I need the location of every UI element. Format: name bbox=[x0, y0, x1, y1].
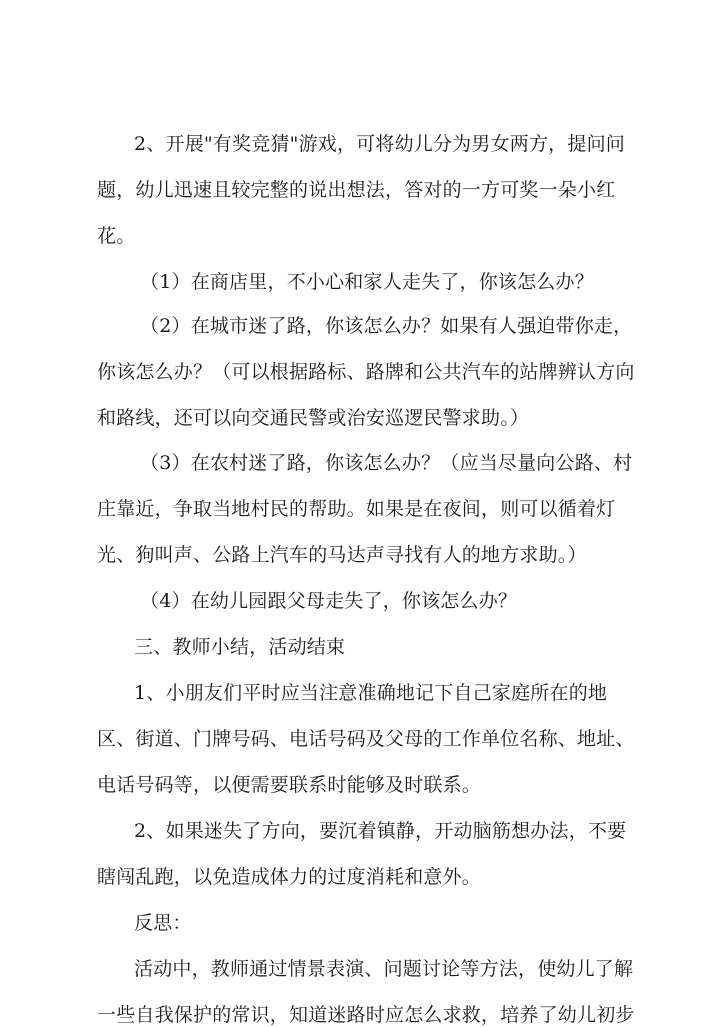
text-line-15: 电话号码等，以便需要联系时能够及时联系。 bbox=[97, 774, 482, 796]
text-line-8: （3）在农村迷了路，你该怎么办？（应当尽量向公路、村 bbox=[140, 452, 633, 474]
reflection-heading: 反思： bbox=[134, 912, 192, 934]
text-line-20: 一些自我保护的常识，知道迷路时应怎么求救，培养了幼儿初步 bbox=[97, 1004, 635, 1026]
text-line-5: （2）在城市迷了路，你该怎么办？如果有人强迫带你走， bbox=[140, 315, 633, 337]
text-line-9: 庄靠近，争取当地村民的帮助。如果是在夜间，则可以循着灯 bbox=[97, 498, 616, 520]
text-line-2: 题，幼儿迅速且较完整的说出想法，答对的一方可奖一朵小红 bbox=[97, 179, 616, 201]
text-line-14: 区、街道、门牌号码、电话号码及父母的工作单位名称、地址、 bbox=[97, 728, 635, 750]
text-line-16: 2、如果迷失了方向，要沉着镇静，开动脑筋想办法，不要 bbox=[134, 820, 627, 842]
section-heading: 三、教师小结，活动结束 bbox=[134, 636, 346, 658]
text-line-6: 你该怎么办？（可以根据路标、路牌和公共汽车的站牌辨认方向 bbox=[97, 361, 635, 383]
text-line-3: 花。 bbox=[97, 225, 136, 247]
text-line-4: （1）在商店里，不小心和家人走失了，你该怎么办？ bbox=[140, 271, 594, 293]
text-line-10: 光、狗叫声、公路上汽车的马达声寻找有人的地方求助。） bbox=[97, 544, 587, 566]
text-line-11: （4）在幼儿园跟父母走失了，你该怎么办？ bbox=[140, 590, 518, 612]
text-line-7: 和路线，还可以向交通民警或治安巡逻民警求助。） bbox=[97, 407, 530, 429]
text-line-17: 瞎闯乱跑，以免造成体力的过度消耗和意外。 bbox=[97, 866, 482, 888]
text-line-13: 1、小朋友们平时应当注意准确地记下自己家庭所在的地 bbox=[134, 682, 608, 704]
text-line-1: 2、开展"有奖竞猜"游戏，可将幼儿分为男女两方，提问问 bbox=[134, 133, 625, 155]
text-line-19: 活动中，教师通过情景表演、问题讨论等方法，使幼儿了解 bbox=[134, 958, 634, 980]
